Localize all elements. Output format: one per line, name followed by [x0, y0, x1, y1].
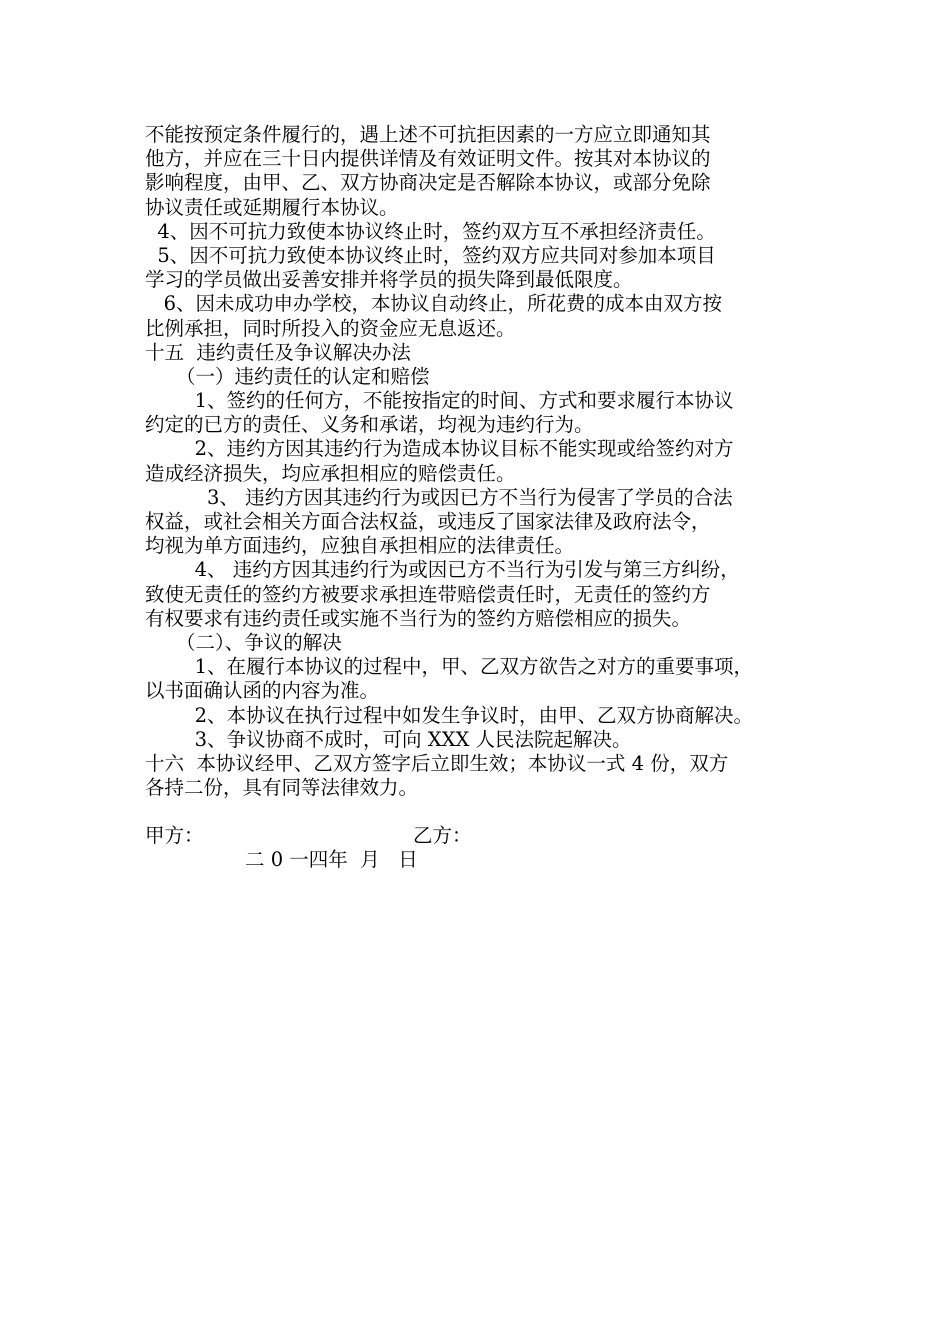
text-line: 1、签约的任何方，不能按指定的时间、方式和要求履行本协议	[145, 389, 734, 413]
text-line: 5、因不可抗力致使本协议终止时，签约双方应共同对参加本项目	[145, 243, 716, 267]
text-line: 3、 违约方因其违约行为或因已方不当行为侵害了学员的合法	[145, 485, 733, 509]
text-line: 4、因不可抗力致使本协议终止时，签约双方互不承担经济责任。	[145, 219, 716, 243]
text-line: 影响程度，由甲、乙、双方协商决定是否解除本协议，或部分免除	[145, 171, 711, 195]
text-line: 4、 违约方因其违约行为或因已方不当行为引发与第三方纠纷，	[145, 558, 740, 582]
text-line: 2、本协议在执行过程中如发生争议时，由甲、乙双方协商解决。	[145, 703, 753, 727]
text-line: 2、违约方因其违约行为造成本协议目标不能实现或给签约对方	[145, 437, 734, 461]
text-line: 以书面确认函的内容为准。	[145, 679, 380, 703]
text-line: 有权要求有违约责任或实施不当行为的签约方赔偿相应的损失。	[145, 606, 692, 630]
spacer	[145, 800, 825, 824]
section-heading: 十六 本协议经甲、乙双方签字后立即生效；本协议一式 4 份，双方	[145, 751, 729, 775]
text-line: 致使无责任的签约方被要求承担连带赔偿责任时，无责任的签约方	[145, 582, 711, 606]
text-line: 1、在履行本协议的过程中，甲、乙双方欲告之对方的重要事项，	[145, 655, 753, 679]
section-heading: 十五 违约责任及争议解决办法	[145, 340, 411, 364]
text-line: 权益，或社会相关方面合法权益，或违反了国家法律及政府法令，	[145, 510, 711, 533]
signature-row	[145, 824, 825, 848]
signature-date: 二 0 一四年 月 日	[245, 848, 418, 872]
text-line: 比例承担，同时所投入的资金应无息返还。	[145, 316, 516, 340]
text-line: 3、争议协商不成时，可向 XXX 人民法院起解决。	[145, 727, 632, 751]
text-line: 各持二份，具有同等法律效力。	[145, 776, 419, 800]
text-line: 他方，并应在三十日内提供详情及有效证明文件。按其对本协议的	[145, 147, 711, 171]
text-line: 不能按预定条件履行的，遇上述不可抗拒因素的一方应立即通知其	[145, 123, 711, 146]
text-line: 约定的已方的责任、义务和承诺，均视为违约行为。	[145, 413, 594, 437]
subsection-heading: （一）违约责任的认定和赔偿	[145, 364, 430, 388]
text-line: 造成经济损失，均应承担相应的赔偿责任。	[145, 461, 516, 485]
text-line: 学习的学员做出妥善安排并将学员的损失降到最低限度。	[145, 268, 633, 292]
subsection-heading: （二）、争议的解决	[145, 630, 342, 654]
document-body	[145, 123, 825, 873]
text-line: 6、因未成功申办学校，本协议自动终止，所花费的成本由双方按	[145, 292, 723, 316]
text-line: 协议责任或延期履行本协议。	[145, 195, 399, 219]
text-line: 均视为单方面违约，应独自承担相应的法律责任。	[145, 534, 575, 558]
party-b-label: 乙方：	[413, 824, 472, 848]
party-a-label: 甲方：	[145, 824, 204, 848]
